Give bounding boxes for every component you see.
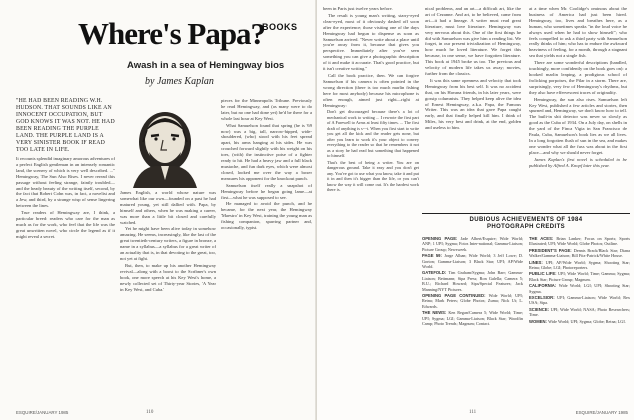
- credit-entry: [529, 248, 630, 259]
- credit-label: CALIFORNIA:: [529, 283, 559, 289]
- credit-text: Jade Albert/Esquire; Wide World; ANP; 1 UPI; Sygma; Fotos Inter-national; Gamma-Liaison; Picture Group; Newsweek.: [422, 236, 523, 252]
- credit-entry: [529, 236, 630, 247]
- credit-label: THE NEWS:: [422, 310, 449, 316]
- folio: ESQUIRE/JANUARY 1985: [16, 410, 69, 415]
- lead-paragraph: "HE HAD BEEN READING W.H. HUDSON. THAT SOUNDS LIKE AN INNOCENT OCCUPATION, BUT GOD KNOWS IT WAS NOT. HE HAD BEEN READING THE PURPLE LAND. THE PURPLE LAND IS A VERY SINISTER BOOK IF READ TOO LATE IN LIFE.: [16, 98, 115, 153]
- credit-entry: [422, 293, 523, 309]
- quote-paragraph: Don't get discouraged because there's a lot of mechanical work to writing ... I rewrote the first part of A Farewell to Arms at least fifty times. ... The first draft of anything is s---t. When you first start to write you get all the kick and the reader gets none, but after you learn to work it's your object to convey everything to the reader so that he remembers it not as a story he had read but something that happened to himself.: [327, 109, 419, 159]
- credit-entry: [422, 270, 523, 292]
- paragraph: Samuelson itself really a snapshot of Hemingway before he began going lame—at first—what he was supposed to see.: [221, 182, 312, 200]
- credit-entry: [529, 271, 630, 282]
- folio: ESQUIRE/JANUARY 1985: [575, 410, 628, 415]
- credit-text: Brian Lanker; Focus on Sports; Sports Illustrated; UPI; Wide World; Globe Photos; Outline.: [529, 236, 630, 247]
- paragraph: nical problems, and an art—a difficult art, like the art of Cezanne. And art, to be believed, came from art—it had a lineage. A writer must read great literature, must love literature. Hemingway was very nervous about this. One of the first things he did with Samuelson was give him a reading list. We forget, in our present trivialization of Hemingway, how much he loved literature. We forget this because, in one sense, we have forgotten literature. This book at 1945 broke us too. The previous and velocity of modern life takes us away; movies, further from the classics.: [425, 6, 521, 76]
- body-column-1: [16, 98, 115, 398]
- article-title: Where's Papa?: [78, 16, 266, 51]
- sidebar-title-line2: PHOTOGRAPH CREDITS: [486, 224, 566, 230]
- credit-text: UPI; AP/Wide World; Sygma; Shooting Star; Retna; Globe; LGI; Photoreporters.: [529, 259, 630, 271]
- sidebar-title: [422, 217, 630, 231]
- credit-text: UPI; Wide World; NASA; Photo Researchers; Time.: [529, 306, 630, 318]
- article-deck: Awash in a sea of Hemingway bios: [127, 60, 285, 71]
- paragraph: been in Paris just twelve years before.: [323, 6, 393, 11]
- credit-label: OPENING PAGE CONTINUED:: [422, 293, 489, 299]
- paragraph: James English, a world whose nature was somewhat like our own—founded on a past he had matured young, yet still dallied with. Papa, by himself and others, when he was making a career, was more than a little bit closed and carefully watched.: [120, 190, 216, 225]
- credit-entry: [529, 260, 630, 271]
- credit-label: WOMEN:: [529, 318, 549, 324]
- paragraph: The result is young man's writing, starry-eyed clear-eyed, most of it obviously dashed off soon after the experience; those visiting one of the days Hemingway had begun to dispense as soon as Samuelson arrived. "Never write about a place until you're away from it, because that gives you perspective. Immediately after you've seen something you can give a photographic description of it and make it accurate. That's good practice, but it isn't creative writing.": [323, 12, 419, 72]
- credits-list: [422, 236, 630, 408]
- credit-label: GATEFOLD:: [422, 270, 449, 276]
- credit-text: Wide World; LGI; UPI; Shooting Star; Sygma.: [529, 283, 630, 294]
- credit-entry: [422, 310, 523, 326]
- credit-text: Jorge Alban; Wide World; 3 Jeff Lowe; D. Gorton; Gamma-Liaison; 3 Black Star; UPI; AP/Wide World.: [422, 253, 524, 270]
- credit-text: Ken Regan/Camera 5; Wide World; Time; UPI; Sygma; LGI; Gamma-Liaison; Black Star; Woodfin Camp; Photo Trends; Magnum; Contact.: [422, 310, 523, 327]
- paragraph: He managed to avoid the punch, and he became, for the next year, the Hemingway 'Maestro' in Key West, training the young man as fishing companion, sparring partner and, occasionally, typist.: [221, 201, 312, 231]
- credit-label: PAGE 59:: [422, 253, 445, 259]
- body-column-4: [323, 6, 419, 406]
- credit-label: SCIENCE:: [529, 306, 551, 312]
- credit-label: THE ACES:: [529, 236, 557, 241]
- credit-text: Tim Graham/Sygma; John Barr; Gamma-Liaison; Bettmann; Sipa Press; Ron Galella; Camera 5; B.U.; Richard Howard; Sipa/Special Features; Jack Manning/NYT Pictures.: [422, 270, 523, 292]
- paragraph: at a time when Mr. Coolidge's ominous about the business of America had just been hired. Hemingway, too, lives and breathes here, as a human, who sometimes speaks "in the loud voice he always used when he had to show himself"; who feels compelled to ask a third party with Samuelson really thinks of him; who has to endure the awkward heaviness of feeling, for a month, through a stagnant sea that yields not a single fish.: [529, 6, 627, 59]
- section-label: BOOKS: [262, 22, 298, 32]
- hemingway-woodcut-portrait: [121, 102, 209, 188]
- paragraph: What Samuelson found that spring (he is '69 now) was a big, tall, narrow-hipped, wide-shouldered, (who) stood with his feet spread apart, his arms hanging at his sides. He was crouched forward slightly with his weight on his toes, (with) the instinctive poise of a fighter ready to hit. He had a heavy jaw and a full black mustache, and fun dark eyes, which were almost closed, looked me over the way a boxer measures his opponent for the knockout punch.: [221, 122, 312, 181]
- paragraph: pieces for the Minneapolis Tribune. Previously he read Hemingway, and (as many were to do later, but no one had done yet) he'd be there for a whole last hour at Key West.: [221, 98, 312, 121]
- body-column-3: [221, 98, 312, 398]
- quote-paragraph: That's the best of being a writer. You are on dangerous ground. Take it easy and you don't get any. You've got to use what you know, take it and put it in and then it's bigger than the life, or you can't know the way it will come out. It's the hardest work there is.: [327, 159, 419, 193]
- credit-entry: [529, 319, 630, 324]
- credit-entry: [422, 253, 523, 269]
- credit-entry: [422, 236, 523, 252]
- credit-text: Wide World; UPI; Sygma; Globe; Retna; LGI.: [548, 318, 626, 324]
- paragraph: But, then, to make up his another Hemingway revival—along with a boost to the Scribner's own book, one more speech at his Key West's home, a newly collected set of Thirty-year Stories, 'A Year in Key West, and Cuba.': [120, 262, 216, 292]
- byline: by James Kaplan: [145, 76, 214, 87]
- paragraph: There are some wonderful descriptions (handled, touchingly, more confidently on the book goes on): a hooked marlin leaping, a prodigious school of frolicking porpoises, the Pilar in a storm. There are, surprisingly, very few of Hemingway's rhythms, but they also have effervescent traces of originality.: [529, 60, 627, 95]
- credit-entry: [529, 283, 630, 294]
- credit-label: PUBLIC LIFE:: [529, 271, 559, 277]
- page-number: 110: [146, 410, 154, 415]
- credit-label: EXCELSIOR:: [529, 295, 558, 301]
- paragraph: It was this same openness and velocity that took Hemingway from his best self. It was no accident that, on his Havana friends, in his later years, were gossip columnists. They helped keep alive the idea of Ernest Hemingway, a.k.a. Papa, the Famous Writer. This was an idea that gave Papa caught early, and that finally helped kill him. I think of Miles, his very best and drink, at the end, golden and useless to him.: [425, 77, 521, 131]
- sidebar-title-line1: DUBIOUS ACHIEVEMENTS OF 1984: [469, 217, 583, 223]
- paragraph: Yet he might have been alive today in somehow amazing. He seems, increasingly, like the last of the great twentieth-century writers, a figure in bronze, a name in a syllabus—a syllabus for a great writer of an actuality that is, in that devoting to the great, too, not yet at fight.: [120, 226, 216, 261]
- credit-label: LINES:: [529, 259, 546, 265]
- credit-text: Dennis Brack/Black Star; Diana Walker/Gamma-Liaison; Bill Fitz-Patrick/White House.: [529, 247, 630, 259]
- paragraph: True readers of Hemingway are, I think, a particular breed: readers who care for the man as much as for the work, who feel that the life was the great unwritten novel, who circle the legend as if it might reveal a secret.: [16, 210, 115, 239]
- credit-entry: [529, 307, 630, 318]
- paragraph: It recounts splendid imaginary amorous adventures of a perfect English gentleman in an intensely romantic land, the scenery of which is very well described. ..." Hemingway, The Sun Also Rises. I never reread this passage without feeling strange, faintly troubled—and the heady beauty of the writing itself, second, by the fact that Robert Cohn was, in fact, a novelist and a Jew, and third, by a strange wisp of sense lingering between the lines.: [16, 156, 115, 209]
- credit-text: UPI; Gamma-Liaison; Wide World; Rex USA; Sipa.: [529, 295, 630, 306]
- credit-text: Wide World; UPI; Retna; Mark Peters; Globe Photos; Zuma; Nick Ut; L. Edwards.: [422, 293, 523, 309]
- body-column-5: [425, 6, 521, 214]
- right-page: [317, 0, 634, 420]
- paragraph: Hemingway, the sun also rises. Samuelson left Key West, published a few articles and stories, then spurned and, Hemingway, we don't know how to tell. The built-in shit detector was never so slowly as good as the Cuba of 1934. On a July day, on shells in the yard of the Finca Vigia in San Francisco de Paula, Cuba, Samuelson's book lies as we all lives. In a long forgotten flush of sun in the sea, and makes one wonder what all the fuss was about in the first place—and why we should never forget.: [529, 96, 627, 155]
- page-number: 111: [469, 410, 477, 415]
- photo-credits-sidebar: [422, 213, 630, 412]
- author-note: James Kaplan's first novel is scheduled to be published by Alfred A. Knopf later this year.: [529, 156, 627, 168]
- credit-text: UPI; Wide World; Time; Gamma; Sygma; Black Star; Picture Group; Magnum.: [529, 271, 630, 282]
- quote-block: [327, 109, 419, 193]
- paragraph: Call the book practice, then. We can forgive Samuelson if his camera is often pointed in the wrong direction (there is too much marlin fishing here for most anybody) because his microphone is often enough, aimed just right—right at Hemingway:: [323, 72, 419, 108]
- credit-label: OPENING PAGE:: [422, 236, 461, 241]
- credit-entry: [529, 295, 630, 306]
- body-column-6: [529, 6, 627, 214]
- credit-label: PRESIDENT'S PAGE:: [529, 247, 574, 253]
